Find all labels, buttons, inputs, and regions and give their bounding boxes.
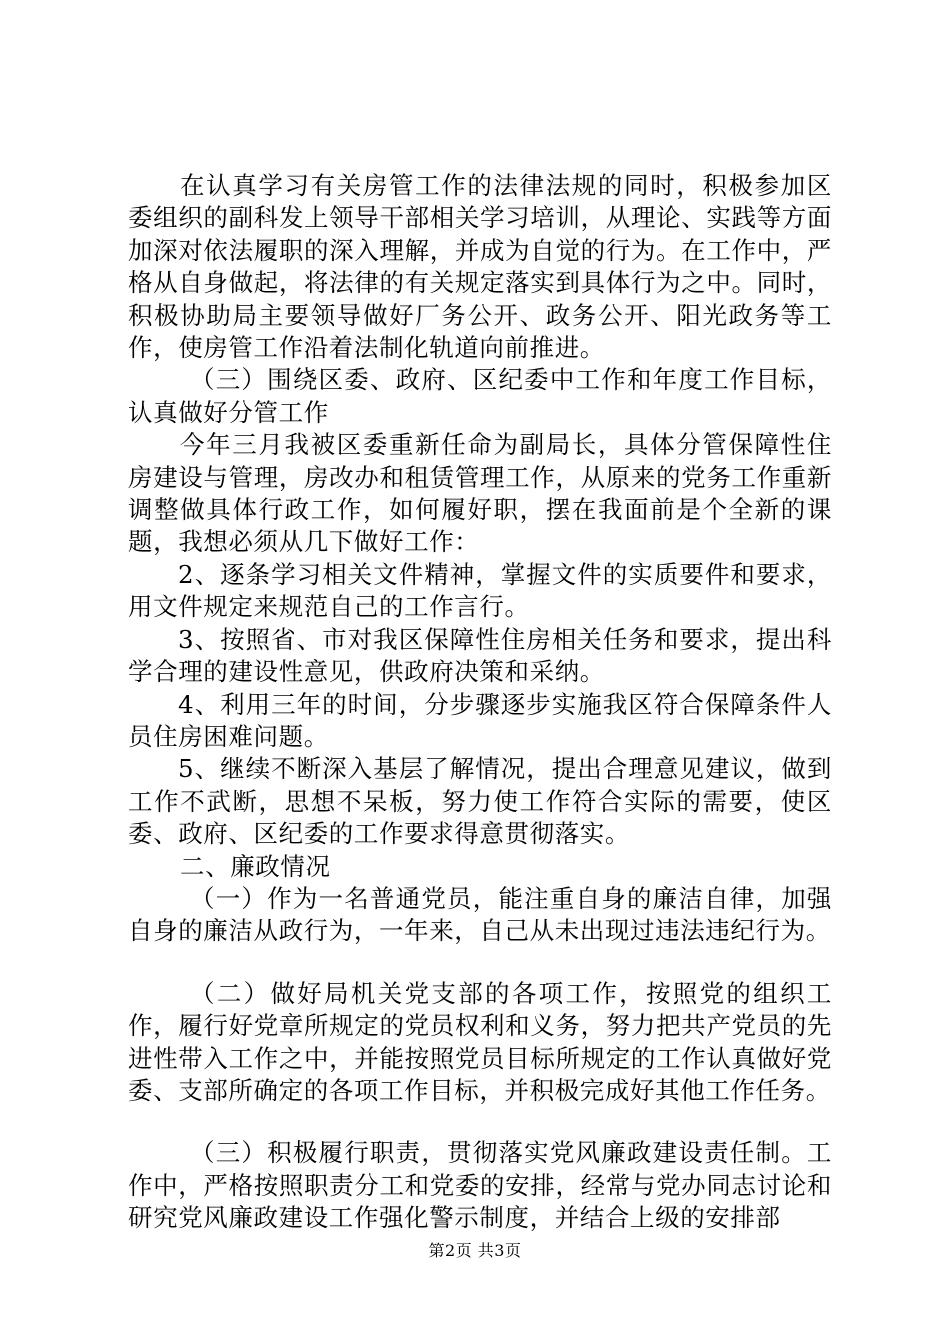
list-item-2: 2、逐条学习相关文件精神，掌握文件的实质要件和要求，用文件规定来规范自己的工作言行。 (128, 559, 832, 622)
document-body (128, 170, 832, 1235)
section-heading-three: （三）围绕区委、政府、区纪委中工作和年度工作目标，认真做好分管工作 (128, 365, 832, 427)
paragraph-integrity-three: （三）积极履行职责，贯彻落实党风廉政建设责任制。工作中，严格按照职责分工和党委的安排，经常与党办同志讨论和研究党风廉政建设工作强化警示制度，并结合上级的安排部 (128, 1138, 832, 1233)
section-heading-integrity: 二、廉政情况 (180, 851, 331, 881)
list-item-4: 4、利用三年的时间，分步骤逐步实施我区符合保障条件人员住房困难问题。 (128, 689, 832, 751)
list-item-5: 5、继续不断深入基层了解情况，提出合理意见建议，做到工作不武断，思想不呆板，努力使工作符合实际的需要，使区委、政府、区纪委的工作要求得意贯彻落实。 (128, 754, 832, 849)
list-item-3: 3、按照省、市对我区保障性住房相关任务和要求，提出科学合理的建设性意见，供政府决策和采纳。 (128, 624, 832, 687)
paragraph-appointment: 今年三月我被区委重新任命为副局长，具体分管保障性住房建设与管理，房改办和租赁管理工作，从原来的党务工作重新调整做具体行政工作，如何履好职，摆在我面前是个全新的课题，我想必须从几下做好工作： (128, 430, 832, 557)
page-footer: 第2页 共3页 (428, 1241, 522, 1260)
paragraph-integrity-one: （一）作为一名普通党员，能注重自身的廉洁自律，加强自身的廉洁从政行为，一年来，自己从未出现过违法违纪行为。 (128, 883, 832, 946)
paragraph-legal-study: 在认真学习有关房管工作的法律法规的同时，积极参加区委组织的副科发上领导干部相关学习培训，从理论、实践等方面加深对依法履职的深入理解，并成为自觉的行为。在工作中，严格从自身做起，将法律的有关规定落实到具体行为之中。同时，积极协助局主要领导做好厂务公开、政务公开、阳光政务等工作，使房管工作沿着法制化轨道向前推进。 (128, 171, 832, 363)
paragraph-integrity-two: （二）做好局机关党支部的各项工作，按照党的组织工作，履行好党章所规定的党员权利和义务，努力把共产党员的先进性带入工作之中，并能按照党员目标所规定的工作认真做好党委、支部所确定的各项工作目标，并积极完成好其他工作任务。 (128, 978, 832, 1105)
